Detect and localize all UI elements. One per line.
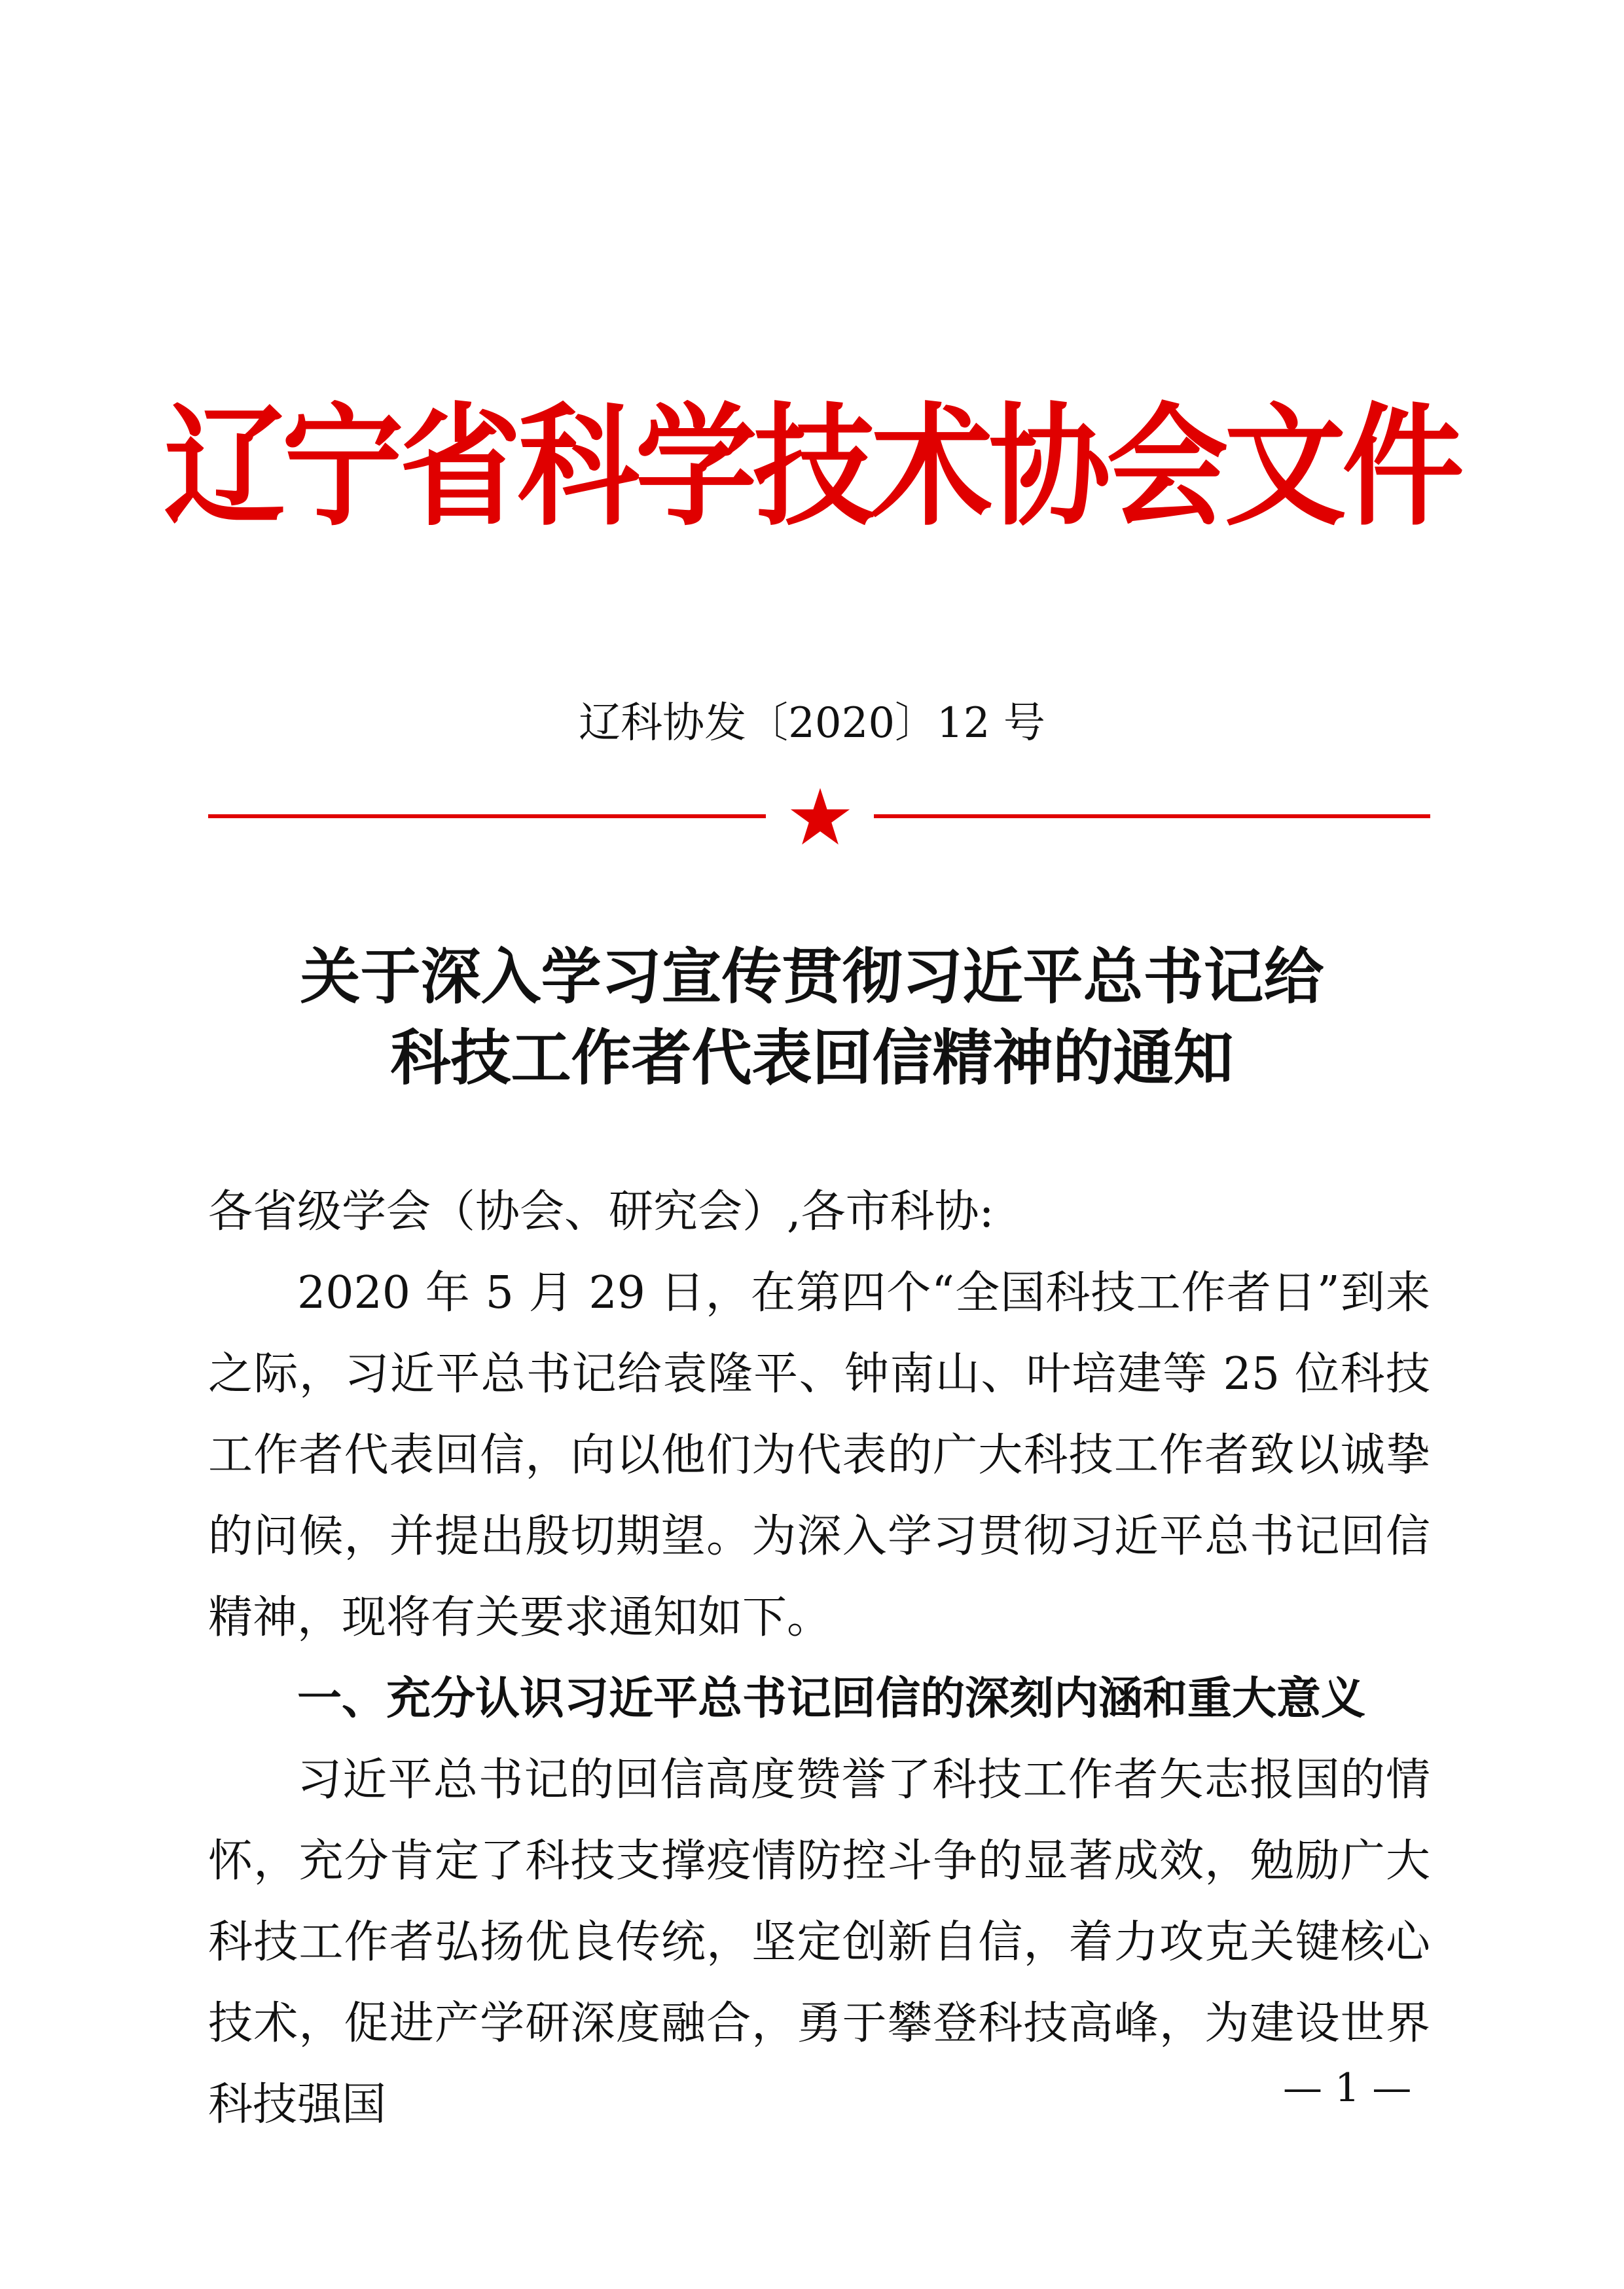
red-divider-left bbox=[208, 814, 766, 818]
section-heading-1: 一、充分认识习近平总书记回信的深刻内涵和重大意义 bbox=[297, 1673, 1366, 1725]
red-divider-right bbox=[874, 814, 1430, 818]
notice-title-line-2: 科技工作者代表回信精神的通知 bbox=[390, 1022, 1234, 1093]
notice-title-line-1: 关于深入学习宣传贯彻习近平总书记给 bbox=[300, 941, 1324, 1012]
document-body bbox=[208, 1172, 1430, 2146]
notice-title bbox=[0, 936, 1624, 1098]
salutation: 各省级学会（协会、研究会）,各市科协: bbox=[208, 1186, 994, 1238]
paragraph-intro: 2020 年 5 月 29 日，在第四个“全国科技工作者日”到来之际，习近平总书记给袁隆平、钟南山、叶培建等 25 位科技工作者代表回信，向以他们为代表的广大科技工作者致以诚挚的问候，并提出殷切期望。为深入学习贯彻习近平总书记回信精神，现将有关要求通知如下。 bbox=[208, 1267, 1430, 1644]
paragraph-section-1: 习近平总书记的回信高度赞誉了科技工作者矢志报国的情怀，充分肯定了科技支撑疫情防控斗争的显著成效，勉励广大科技工作者弘扬优良传统，坚定创新自信，着力攻克关键核心技术，促进产学研深度融合，勇于攀登科技高峰，为建设世界科技强国 bbox=[208, 1754, 1430, 2131]
document-number: 辽科协发〔2020〕12 号 bbox=[579, 699, 1045, 748]
page-number: — 1 — bbox=[1283, 2065, 1412, 2111]
document-header-title: 辽宁省科学技术协会文件 bbox=[164, 390, 1460, 544]
star-shape bbox=[791, 788, 850, 844]
star-icon bbox=[789, 785, 852, 848]
